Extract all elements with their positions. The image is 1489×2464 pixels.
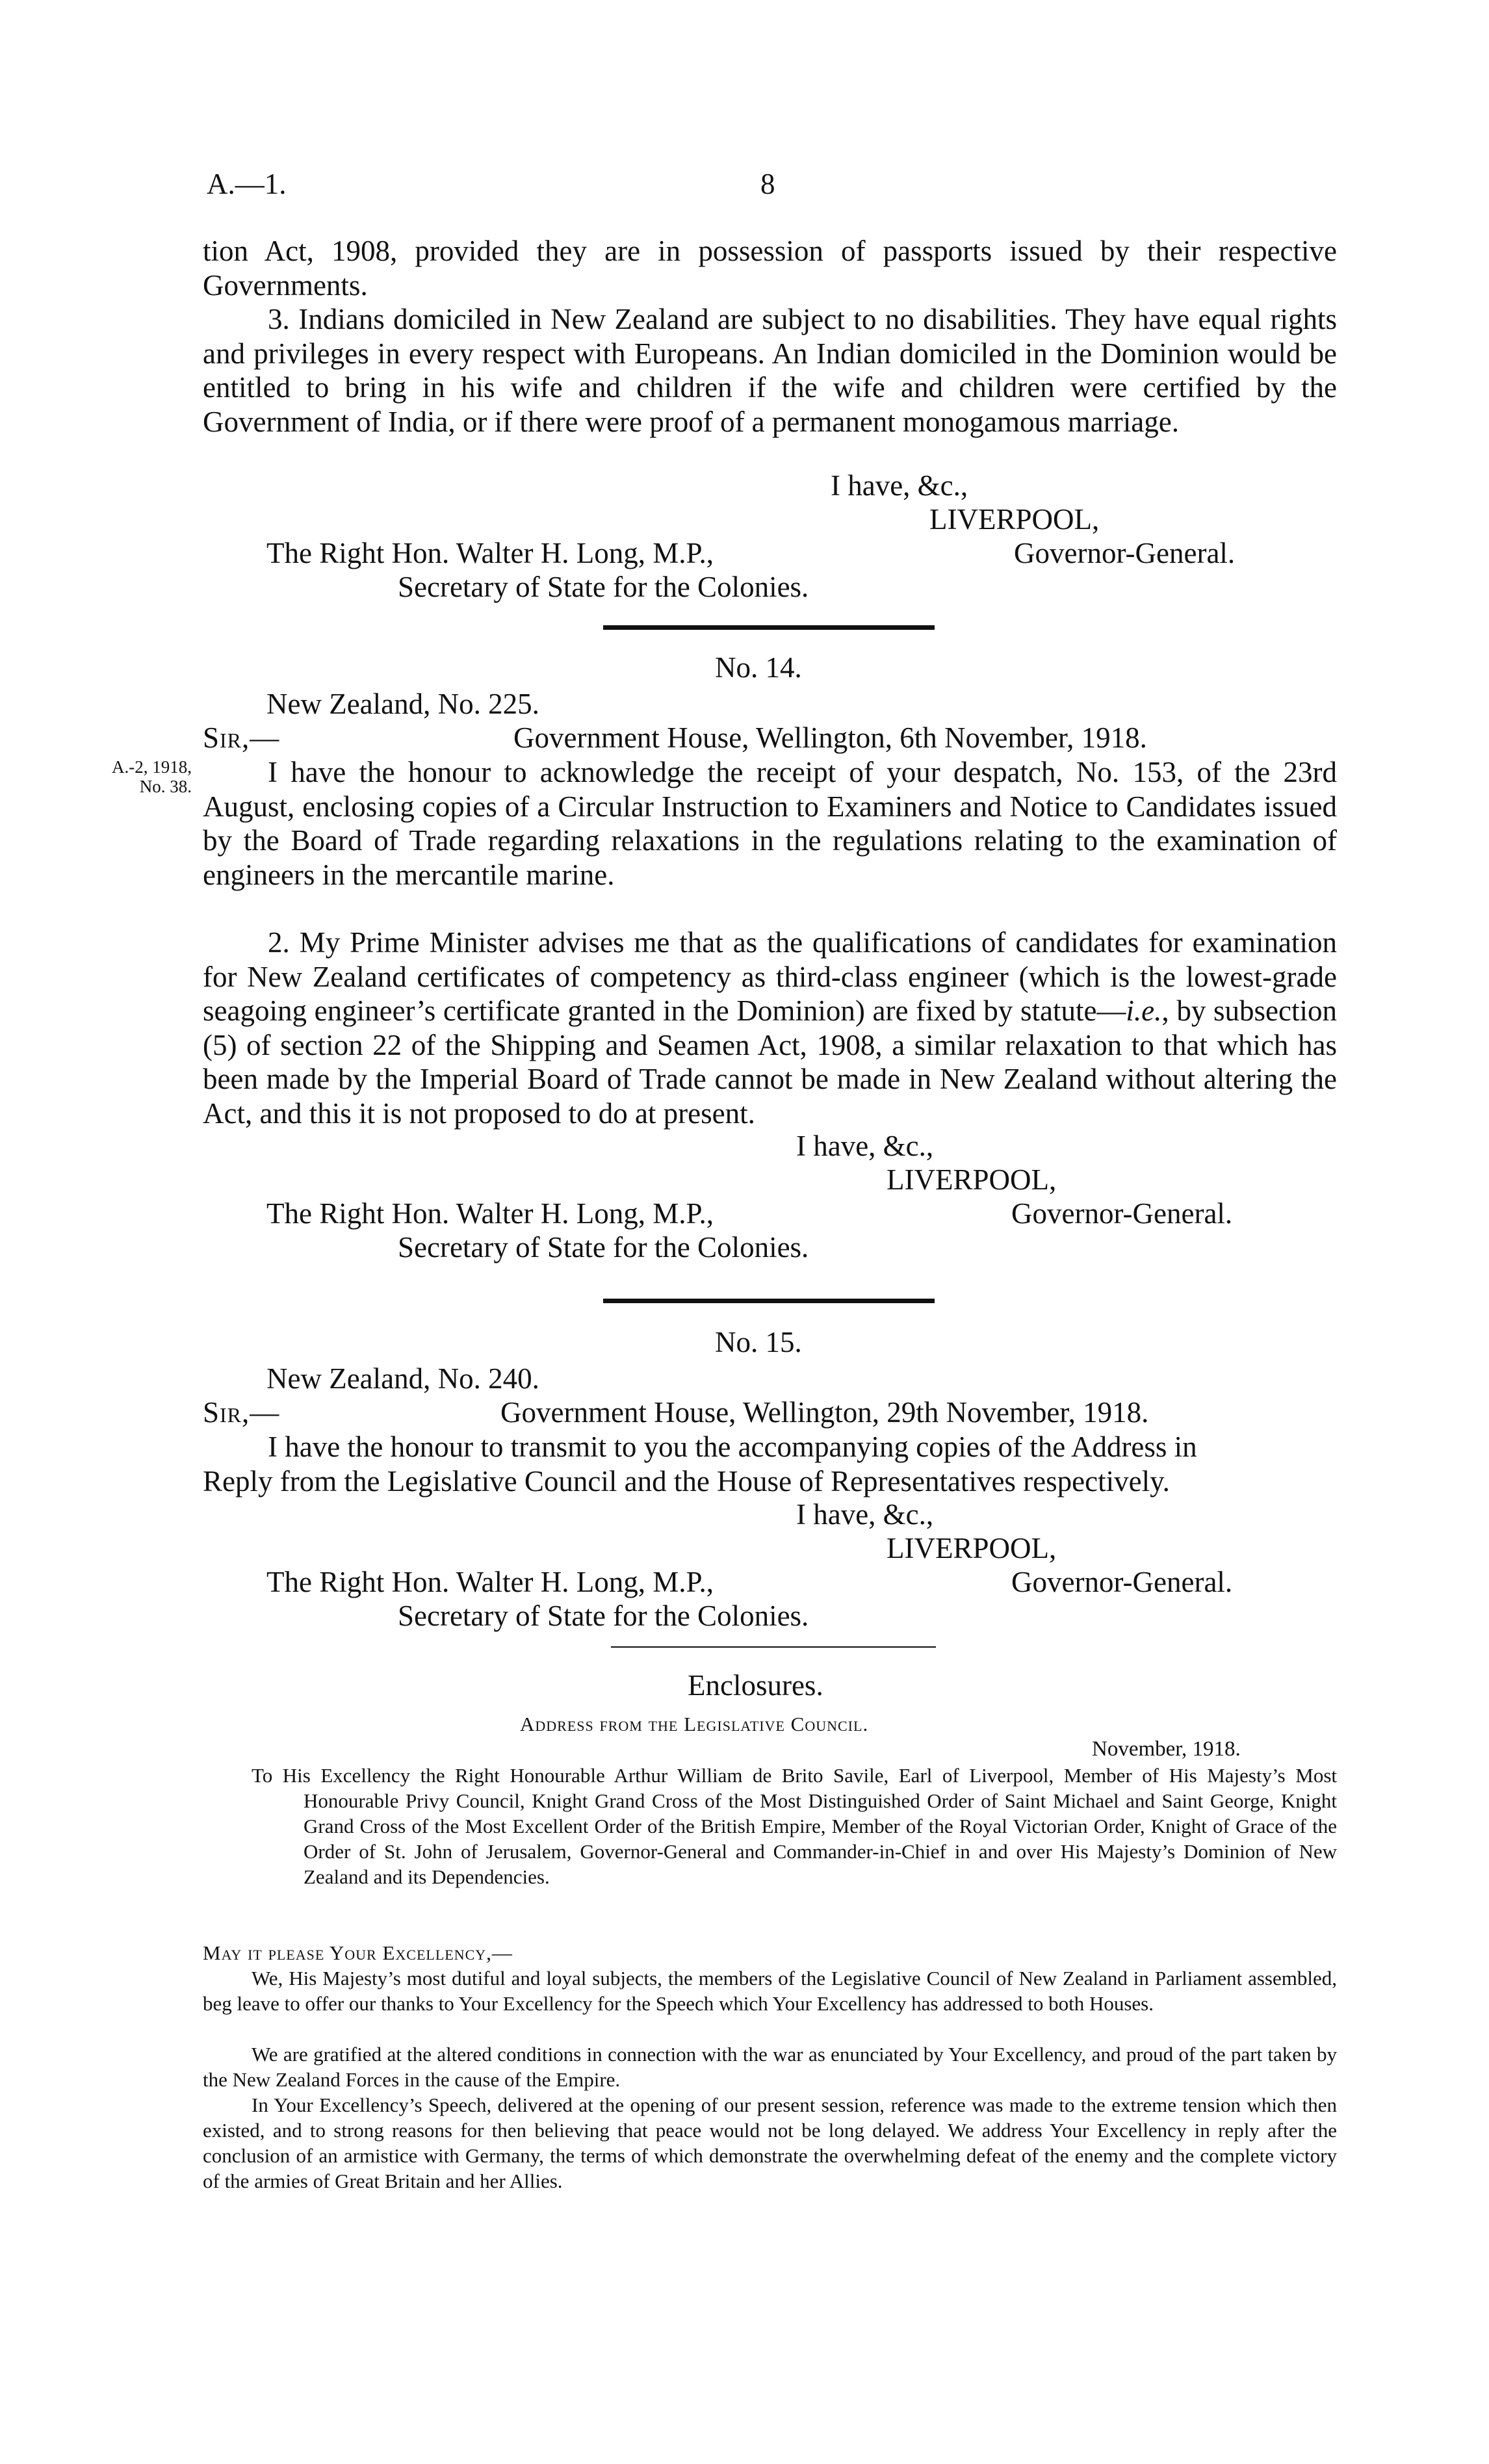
enclosures-heading: Enclosures. [688,1669,823,1702]
section-divider [603,625,935,630]
addressee-office: Secretary of State for the Colonies. [398,571,809,603]
addressee-office: Secretary of State for the Colonies. [398,1600,809,1632]
page-number: 8 [760,168,775,200]
signature-liverpool: LIVERPOOL, [887,1163,1057,1196]
closing-have: I have, &c., [831,469,968,502]
place-date: Government House, Wellington, 29th November, 1918. [500,1396,1149,1429]
may-it-please: May it please Your Excellency,— [203,1941,513,1964]
margin-reference [49,757,192,796]
salutation: Sir,— [203,1396,280,1429]
paragraph-3-indians: 3. Indians domiciled in New Zealand are subject to no disabilities. They have equal rights and privileges in every respect with Europeans. An Indian domiciled in the Dominion would be entitled to bring in his wife and children if the wife and children were certified by the Government of India, or if there were proof of a permanent monogamous marriage. [203,303,1337,438]
salutation: Sir,— [203,721,280,754]
despatch-reference: New Zealand, No. 225. [266,688,539,720]
margin-reference-line-1: A.-2, 1918, [112,757,192,777]
paragraph-2-part-b: , by subsection (5) of section 22 of the Shipping and Seamen Act, 1908, a similar relaxation to that which has been made by the Imperial Board of Trade cannot be made in New Zealand without altering the Act, and this it is not proposed to do at present. [203,994,1337,1130]
enclosure-paragraph-1: We, His Majesty’s most dutiful and loyal subjects, the members of the Legislative Council of New Zealand in Parliament assembled, beg leave to offer our thanks to Your Excellency for the Speech which Your Excellency has addressed to both Houses. [203,1967,1337,2015]
margin-reference-line-2: No. 38. [139,777,192,796]
enclosures-divider [611,1646,936,1648]
continuation-paragraph: tion Act, 1908, provided they are in possession of passports issued by their respective Governments. [203,235,1337,302]
paragraph-2 [203,926,1337,1130]
despatch-reference: New Zealand, No. 240. [266,1362,539,1395]
governor-general-title: Governor-General. [1011,1566,1233,1598]
governor-general-title: Governor-General. [1014,537,1236,569]
paragraph-2-ie: i.e. [1126,994,1162,1027]
address-to-block: To His Excellency the Right Honourable Arthur William de Brito Savile, Earl of Liverpool, Member of His Majesty’s Most Honourable Privy Council, Knight Grand Cross of the Most Distinguished Order of Saint Michael and Saint George, Knight Grand Cross of the Most Excellent Order of the British Empire, Member of the Royal Victorian Order, Knight of Grace of the Order of St. John of Jerusalem, Governor-General and Commander-in-Chief in and over His Majesty’s Dominion of New Zealand and its Dependencies. [252,1764,1337,1888]
place-date: Government House, Wellington, 6th November, 1918. [513,721,1147,754]
enclosure-paragraph-2: We are gratified at the altered conditions in connection with the war as enunciated by Your Excellency, and proud of the part taken by the New Zealand Forces in the cause of the Empire. [203,2043,1337,2091]
signature-liverpool: LIVERPOOL, [929,503,1100,536]
addressee-name: The Right Hon. Walter H. Long, M.P., [266,537,714,569]
section-divider [603,1299,935,1303]
enclosure-date: November, 1918. [1092,1737,1241,1761]
closing-have: I have, &c., [796,1498,934,1531]
addressee-office: Secretary of State for the Colonies. [398,1231,809,1264]
despatch-number: No. 15. [715,1326,802,1358]
paragraph-2-part-a: 2. My Prime Minister advises me that as the qualifications of candidates for examination for New Zealand certificates of competency as third-class engineer (which is the lowest-grade seagoing engineer’s certificate granted in the Dominion) are fixed by statute— [203,926,1337,1027]
closing-have: I have, &c., [796,1130,934,1162]
signature-liverpool: LIVERPOOL, [887,1532,1057,1564]
enclosure-subheading: Address from the Legislative Council. [520,1713,869,1735]
paragraph-1: I have the honour to transmit to you the accompanying copies of the Address in Reply from the Legislative Council and the House of Representatives respectively. [203,1431,1197,1498]
doc-series-label: A.—1. [207,168,287,200]
paragraph-1: I have the honour to acknowledge the receipt of your despatch, No. 153, of the 23rd August, enclosing copies of a Circular Instruction to Examiners and Notice to Candidates issued by the Board of Trade regarding relaxations in the regulations relating to the examination of engineers in the mercantile marine. [203,756,1337,891]
addressee-name: The Right Hon. Walter H. Long, M.P., [266,1197,714,1230]
despatch-number: No. 14. [715,651,802,684]
addressee-name: The Right Hon. Walter H. Long, M.P., [266,1566,714,1598]
governor-general-title: Governor-General. [1011,1197,1233,1230]
enclosure-paragraph-3: In Your Excellency’s Speech, delivered at the opening of our present session, reference was made to the extreme tension which then existed, and to strong reasons for then believing that peace would not be long delayed. We address Your Excellency in reply after the conclusion of an armistice with Germany, the terms of which demonstrate the overwhelming defeat of the enemy and the complete victory of the armies of Great Britain and her Allies. [203,2094,1337,2192]
